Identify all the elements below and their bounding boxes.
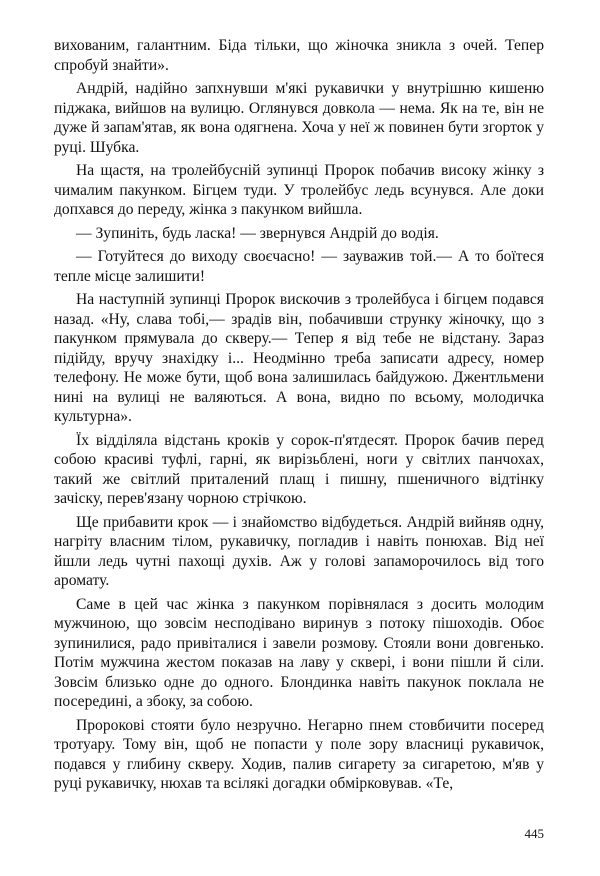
- paragraph: Саме в цей час жінка з пакунком порівнялася з досить молодим мужчиною, що зовсім несподівано виринув з потоку пішоходів. Обоє зупинилися, радо привіталися і завели розмову. Стояли вони довгенько. Потім мужчина жестом показав на лаву у сквері, і вони пішли й сіли. Зовсім близько одне до одного. Блондинка навіть пакунок поклала не посередині, а збоку, за собою.: [54, 595, 544, 710]
- paragraph: На наступній зупинці Пророк вискочив з тролейбуса і бігцем подався назад. «Ну, слава тобі,— зрадів він, побачивши струнку жіночку, що з пакунком прямувала до скверу.— Тепер я від тебе не відстану. Зараз підійду, вручу знахідку і... Неодмінно треба записати адресу, номер телефону. Не може бути, щоб вона залишилась байдужою. Джентльмени нині на вулиці не валяються. А вона, видно по всьому, молодичка культурна».: [54, 291, 544, 425]
- paragraph: На щастя, на тролейбусній зупинці Пророк побачив високу жінку з чималим пакунком. Бігцем туди. У тролейбус ледь всунувся. Але доки допхався до переду, жінка з пакунком вийшла.: [54, 162, 544, 218]
- paragraph: вихованим, галантним. Біда тільки, що жіночка зникла з очей. Тепер спробуй знайти».: [54, 37, 544, 74]
- page-body: [54, 36, 544, 798]
- paragraph: Андрій, надійно запхнувши м'які рукавички у внутрішню кишеню піджака, вийшов на вулицю. Оглянувся довкола — нема. Як на те, він не дуже й запам'ятав, як вона одягнена. Хоча у неї ж повинен бути згорток у руці. Шубка.: [54, 80, 544, 156]
- paragraph: Їх відділяла відстань кроків у сорок-п'ятдесят. Пророк бачив перед собою красиві туфлі, гарні, як вирізьблені, ноги у світлих панчохах, такий же світлий приталений плащ і пишну, пшеничного відтінку зачіску, перев'язану чорною стрічкою.: [54, 431, 544, 507]
- paragraph: Ще прибавити крок — і знайомство відбудеться. Андрій вийняв одну, нагріту власним тілом, рукавичку, погладив і навіть понюхав. Від неї йшли ледь чутні пахощі духів. Аж у голові запаморочилось від того аромату.: [54, 513, 544, 589]
- dialogue-line: — Готуйтеся до виходу своєчасно! — зауважив той.— А то боїтеся тепле місце залишити!: [54, 248, 544, 285]
- page-number: 445: [524, 826, 544, 841]
- paragraph: Пророкові стояти було незручно. Негарно пнем стовбичити посеред тротуару. Тому він, щоб не попасти у поле зору власниці рукавичок, подався у глибину скверу. Ходив, палив сигарету за сигаретою, м'яв у руці рукавичку, нюхав та всілякі догадки обмірковував. «Те,: [54, 716, 544, 792]
- dialogue-line: — Зупиніть, будь ласка! — звернувся Андрій до водія.: [76, 224, 439, 242]
